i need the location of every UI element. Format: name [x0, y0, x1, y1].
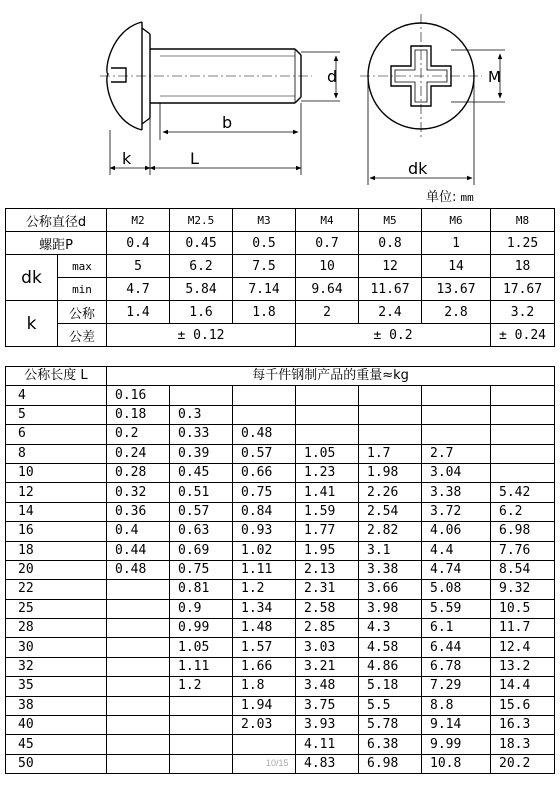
weight-cell: 4.3 — [359, 619, 422, 638]
weight-cell — [107, 716, 170, 735]
weight-cell: 9.14 — [422, 716, 491, 735]
unit-value: mm — [460, 193, 474, 205]
weight-cell: 4.11 — [296, 735, 359, 754]
weight-cell — [359, 386, 422, 405]
weight-cell: 6.78 — [422, 657, 491, 676]
length-cell: 4 — [6, 386, 107, 405]
table-row — [6, 444, 555, 463]
weight-cell: 3.38 — [359, 560, 422, 579]
length-cell: 25 — [6, 599, 107, 618]
k-nominal-value: 1.6 — [170, 301, 233, 324]
weight-cell: 6.98 — [359, 754, 422, 773]
weight-cell: 1.66 — [233, 657, 296, 676]
k-nominal-value: 2 — [296, 301, 359, 324]
weight-cell: 0.99 — [170, 619, 233, 638]
weight-cell: 7.29 — [422, 677, 491, 696]
weight-cell: 0.45 — [170, 463, 233, 482]
weight-cell: 2.13 — [296, 560, 359, 579]
dk-min-value: 5.84 — [170, 278, 233, 301]
dim-label-dk: dk — [408, 159, 428, 178]
weight-cell: 6.44 — [422, 638, 491, 657]
weight-header: 每千件钢制产品的重量≈kg — [107, 367, 555, 386]
weight-cell: 0.32 — [107, 483, 170, 502]
weight-cell: 3.75 — [296, 696, 359, 715]
weight-cell: 1.05 — [170, 638, 233, 657]
k-nominal-value: 2.8 — [422, 301, 491, 324]
weight-cell: 10.5 — [491, 599, 555, 618]
table-row — [6, 541, 555, 560]
k-nominal-value: 2.4 — [359, 301, 422, 324]
length-cell: 18 — [6, 541, 107, 560]
table-row — [6, 522, 555, 541]
size-header: M8 — [491, 209, 555, 232]
weight-cell: 2.58 — [296, 599, 359, 618]
weight-cell: 2.85 — [296, 619, 359, 638]
dk-max-value: 6.2 — [170, 255, 233, 278]
dk-min-value: 11.67 — [359, 278, 422, 301]
weight-cell: 1.34 — [233, 599, 296, 618]
weight-cell: 0.16 — [107, 386, 170, 405]
k-tolerance-label: 公差 — [58, 324, 107, 347]
weight-cell: 0.81 — [170, 580, 233, 599]
weight-cell: 8.8 — [422, 696, 491, 715]
spec-header-row — [6, 209, 555, 232]
weight-cell: 3.03 — [296, 638, 359, 657]
dk-max-row — [6, 255, 555, 278]
weight-cell: 0.18 — [107, 405, 170, 424]
table-row — [6, 638, 555, 657]
weight-cell: 2.31 — [296, 580, 359, 599]
weight-cell: 0.9 — [170, 599, 233, 618]
weight-cell: 5.42 — [491, 483, 555, 502]
weight-cell: 0.36 — [107, 502, 170, 521]
weight-cell — [107, 599, 170, 618]
table-row — [6, 386, 555, 405]
weight-cell: 0.69 — [170, 541, 233, 560]
dk-max-value: 10 — [296, 255, 359, 278]
weight-cell: 1.98 — [359, 463, 422, 482]
weight-cell: 5.59 — [422, 599, 491, 618]
size-header: M2 — [107, 209, 170, 232]
weight-cell: 1.95 — [296, 541, 359, 560]
weight-cell — [170, 754, 233, 773]
k-nominal-value: 3.2 — [491, 301, 555, 324]
weight-cell: 14.4 — [491, 677, 555, 696]
weight-cell: 1.94 — [233, 696, 296, 715]
weight-cell: 1.7 — [359, 444, 422, 463]
weight-cell — [491, 386, 555, 405]
weight-cell: 5.5 — [359, 696, 422, 715]
table-row — [6, 405, 555, 424]
length-cell: 40 — [6, 716, 107, 735]
weight-cell: 4.58 — [359, 638, 422, 657]
weight-cell: 15.6 — [491, 696, 555, 715]
size-header: M5 — [359, 209, 422, 232]
length-cell: 5 — [6, 405, 107, 424]
weight-cell: 0.2 — [107, 425, 170, 444]
k-nominal-row — [6, 301, 555, 324]
dk-min-value: 7.14 — [233, 278, 296, 301]
weight-cell: 8.54 — [491, 560, 555, 579]
weight-cell: 11.7 — [491, 619, 555, 638]
weight-cell — [107, 696, 170, 715]
weight-cell: 0.33 — [170, 425, 233, 444]
table-row — [6, 696, 555, 715]
weight-cell: 3.72 — [422, 502, 491, 521]
weight-cell: 18.3 — [491, 735, 555, 754]
weight-cell: 1.05 — [296, 444, 359, 463]
table-row — [6, 580, 555, 599]
dk-min-row — [6, 278, 555, 301]
weight-cell: 0.3 — [170, 405, 233, 424]
table-row — [6, 619, 555, 638]
weight-cell: 1.23 — [296, 463, 359, 482]
weight-header-row — [6, 367, 555, 386]
weight-cell — [107, 638, 170, 657]
table-row — [6, 483, 555, 502]
weight-cell: 0.66 — [233, 463, 296, 482]
weight-cell: 13.2 — [491, 657, 555, 676]
dim-label-d: d — [327, 67, 338, 86]
weight-cell — [491, 463, 555, 482]
table-row — [6, 677, 555, 696]
weight-cell: 0.48 — [233, 425, 296, 444]
k-tolerance-value: ± 0.2 — [296, 324, 491, 347]
length-cell: 38 — [6, 696, 107, 715]
dk-max-value: 5 — [107, 255, 170, 278]
length-cell: 22 — [6, 580, 107, 599]
weight-cell: 6.1 — [422, 619, 491, 638]
dk-min-value: 9.64 — [296, 278, 359, 301]
weight-cell — [491, 444, 555, 463]
k-label: k — [6, 301, 58, 347]
weight-cell — [107, 735, 170, 754]
length-cell: 30 — [6, 638, 107, 657]
pitch-row — [6, 232, 555, 255]
weight-cell — [296, 425, 359, 444]
length-cell: 45 — [6, 735, 107, 754]
weight-cell: 3.38 — [422, 483, 491, 502]
weight-cell: 1.02 — [233, 541, 296, 560]
table-row — [6, 560, 555, 579]
weight-cell: 20.2 — [491, 754, 555, 773]
dim-label-b: b — [222, 113, 233, 132]
weight-cell — [170, 696, 233, 715]
weight-cell: 10.8 — [422, 754, 491, 773]
dk-min-value: 17.67 — [491, 278, 555, 301]
unit-note — [426, 186, 474, 205]
weight-cell: 0.24 — [107, 444, 170, 463]
weight-cell — [296, 386, 359, 405]
weight-cell — [233, 386, 296, 405]
weight-cell: 0.84 — [233, 502, 296, 521]
weight-cell: 0.63 — [170, 522, 233, 541]
k-tolerance-row — [6, 324, 555, 347]
weight-cell: 6.98 — [491, 522, 555, 541]
weight-cell: 0.93 — [233, 522, 296, 541]
weight-cell: 6.38 — [359, 735, 422, 754]
length-cell: 28 — [6, 619, 107, 638]
table-row — [6, 425, 555, 444]
weight-cell: 0.57 — [170, 502, 233, 521]
weight-cell: 2.82 — [359, 522, 422, 541]
screw-side-view — [100, 22, 312, 130]
weight-cell: 12.4 — [491, 638, 555, 657]
length-cell: 20 — [6, 560, 107, 579]
dk-min-label: min — [58, 278, 107, 301]
weight-cell: 5.78 — [359, 716, 422, 735]
weight-table — [5, 366, 555, 774]
weight-cell: 3.66 — [359, 580, 422, 599]
weight-cell: 6.2 — [491, 502, 555, 521]
k-nominal-label: 公称 — [58, 301, 107, 324]
table-row — [6, 735, 555, 754]
pitch-value: 0.5 — [233, 232, 296, 255]
unit-label: 单位: — [426, 190, 457, 205]
k-nominal-value: 1.4 — [107, 301, 170, 324]
weight-cell: 1.11 — [170, 657, 233, 676]
weight-cell: 5.18 — [359, 677, 422, 696]
length-cell: 6 — [6, 425, 107, 444]
dk-min-value: 4.7 — [107, 278, 170, 301]
table-row — [6, 657, 555, 676]
weight-cell: 3.21 — [296, 657, 359, 676]
weight-cell — [359, 425, 422, 444]
length-cell: 16 — [6, 522, 107, 541]
weight-cell: 4.83 — [296, 754, 359, 773]
dk-max-value: 18 — [491, 255, 555, 278]
weight-cell — [491, 405, 555, 424]
weight-cell: 2.03 — [233, 716, 296, 735]
weight-cell: 0.28 — [107, 463, 170, 482]
weight-cell: 7.76 — [491, 541, 555, 560]
weight-cell: 0.39 — [170, 444, 233, 463]
weight-cell: 3.48 — [296, 677, 359, 696]
weight-cell: 1.48 — [233, 619, 296, 638]
table-row — [6, 599, 555, 618]
screw-technical-drawing — [0, 0, 560, 210]
length-header: 公称长度 L — [6, 367, 107, 386]
table-row — [6, 502, 555, 521]
length-cell: 10 — [6, 463, 107, 482]
length-cell: 50 — [6, 754, 107, 773]
pitch-value: 0.7 — [296, 232, 359, 255]
length-cell: 12 — [6, 483, 107, 502]
weight-cell: 0.75 — [170, 560, 233, 579]
dk-max-label: max — [58, 255, 107, 278]
pitch-value: 1 — [422, 232, 491, 255]
weight-cell: 3.1 — [359, 541, 422, 560]
weight-cell: 0.44 — [107, 541, 170, 560]
weight-cell — [107, 619, 170, 638]
weight-cell — [422, 386, 491, 405]
weight-cell: 9.99 — [422, 735, 491, 754]
weight-cell — [422, 425, 491, 444]
weight-cell: 3.04 — [422, 463, 491, 482]
weight-cell: 1.8 — [233, 677, 296, 696]
weight-cell: 0.57 — [233, 444, 296, 463]
weight-cell: 4.86 — [359, 657, 422, 676]
weight-cell — [170, 386, 233, 405]
dim-label-k: k — [122, 149, 132, 168]
dk-min-value: 13.67 — [422, 278, 491, 301]
dk-max-value: 14 — [422, 255, 491, 278]
weight-cell: 9.32 — [491, 580, 555, 599]
weight-cell — [107, 754, 170, 773]
size-header: M3 — [233, 209, 296, 232]
size-header: M4 — [296, 209, 359, 232]
weight-cell — [491, 425, 555, 444]
weight-cell: 4.74 — [422, 560, 491, 579]
k-tolerance-value: ± 0.12 — [107, 324, 296, 347]
length-cell: 14 — [6, 502, 107, 521]
length-cell: 8 — [6, 444, 107, 463]
pitch-label: 螺距P — [6, 232, 107, 255]
weight-cell: 0.75 — [233, 483, 296, 502]
weight-cell — [170, 735, 233, 754]
weight-cell: 0.48 — [107, 560, 170, 579]
weight-cell: 1.41 — [296, 483, 359, 502]
k-tolerance-value: ± 0.24 — [491, 324, 555, 347]
weight-cell: 1.2 — [170, 677, 233, 696]
dk-max-value: 12 — [359, 255, 422, 278]
weight-cell: 2.7 — [422, 444, 491, 463]
k-nominal-value: 1.8 — [233, 301, 296, 324]
weight-cell: 1.2 — [233, 580, 296, 599]
pitch-value: 0.4 — [107, 232, 170, 255]
weight-cell: 1.57 — [233, 638, 296, 657]
size-header: M6 — [422, 209, 491, 232]
weight-cell — [296, 405, 359, 424]
weight-cell: 1.11 — [233, 560, 296, 579]
weight-cell: 4.06 — [422, 522, 491, 541]
pitch-value: 1.25 — [491, 232, 555, 255]
weight-cell — [170, 716, 233, 735]
weight-cell — [107, 580, 170, 599]
dimension-spec-table — [5, 208, 555, 347]
weight-cell: 2.26 — [359, 483, 422, 502]
weight-cell: 1.59 — [296, 502, 359, 521]
size-header: M2.5 — [170, 209, 233, 232]
dk-label: dk — [6, 255, 58, 301]
weight-cell — [233, 405, 296, 424]
weight-cell: 0.51 — [170, 483, 233, 502]
page-number: 10/15 — [266, 758, 289, 768]
screw-top-view — [360, 14, 482, 138]
length-cell: 35 — [6, 677, 107, 696]
weight-cell: 4.4 — [422, 541, 491, 560]
dim-label-M: M — [488, 68, 501, 86]
weight-cell — [359, 405, 422, 424]
table-row — [6, 463, 555, 482]
weight-cell: 3.98 — [359, 599, 422, 618]
weight-cell: 16.3 — [491, 716, 555, 735]
weight-cell — [233, 735, 296, 754]
weight-cell: 3.93 — [296, 716, 359, 735]
weight-cell: 2.54 — [359, 502, 422, 521]
dk-max-value: 7.5 — [233, 255, 296, 278]
weight-cell — [107, 657, 170, 676]
pitch-value: 0.8 — [359, 232, 422, 255]
nominal-diameter-header: 公称直径d — [6, 209, 107, 232]
length-cell: 32 — [6, 657, 107, 676]
weight-cell — [422, 405, 491, 424]
weight-cell: 5.08 — [422, 580, 491, 599]
weight-cell: 1.77 — [296, 522, 359, 541]
weight-cell: 0.4 — [107, 522, 170, 541]
dim-label-L: L — [190, 149, 199, 168]
weight-cell — [107, 677, 170, 696]
pitch-value: 0.45 — [170, 232, 233, 255]
table-row — [6, 716, 555, 735]
